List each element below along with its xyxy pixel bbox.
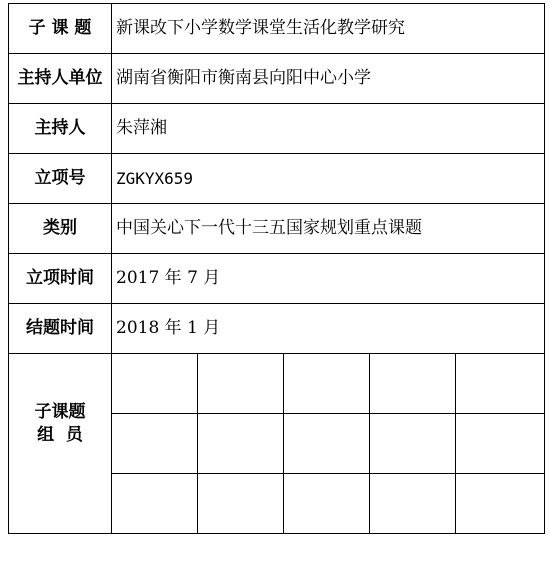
members-label <box>9 354 112 534</box>
row-members-1 <box>9 354 545 414</box>
member-slot <box>284 474 370 534</box>
host-value: 朱萍湘 <box>112 104 545 154</box>
row-host <box>9 104 545 154</box>
members-label-line2: 组 员 <box>37 424 83 445</box>
member-slot <box>370 414 456 474</box>
row-subtopic <box>9 4 545 54</box>
member-slot <box>198 354 284 414</box>
start-date-label: 立项时间 <box>9 254 112 304</box>
member-slot <box>456 414 545 474</box>
member-slot <box>112 354 198 414</box>
start-date-value: 2017 年 7 月 <box>112 254 545 304</box>
row-start-date <box>9 254 545 304</box>
end-date-label: 结题时间 <box>9 304 112 354</box>
row-end-date <box>9 304 545 354</box>
project-number-label: 立项号 <box>9 154 112 204</box>
member-slot <box>370 354 456 414</box>
member-slot <box>456 474 545 534</box>
end-date-value: 2018 年 1 月 <box>112 304 545 354</box>
row-host-unit <box>9 54 545 104</box>
member-slot <box>198 414 284 474</box>
member-slot <box>284 414 370 474</box>
category-value: 中国关心下一代十三五国家规划重点课题 <box>112 204 545 254</box>
row-project-number <box>9 154 545 204</box>
host-label: 主持人 <box>9 104 112 154</box>
member-slot <box>456 354 545 414</box>
project-number-value: ZGKYX659 <box>112 154 545 204</box>
member-slot <box>198 474 284 534</box>
subtopic-label: 子 课 题 <box>9 4 112 54</box>
project-info-table <box>8 3 545 534</box>
host-unit-value: 湖南省衡阳市衡南县向阳中心小学 <box>112 54 545 104</box>
member-slot <box>370 474 456 534</box>
category-label: 类别 <box>9 204 112 254</box>
members-label-line1: 子课题 <box>34 401 86 422</box>
member-slot <box>112 474 198 534</box>
member-slot <box>284 354 370 414</box>
member-slot <box>112 414 198 474</box>
host-unit-label: 主持人单位 <box>9 54 112 104</box>
subtopic-value: 新课改下小学数学课堂生活化教学研究 <box>112 4 545 54</box>
row-category <box>9 204 545 254</box>
